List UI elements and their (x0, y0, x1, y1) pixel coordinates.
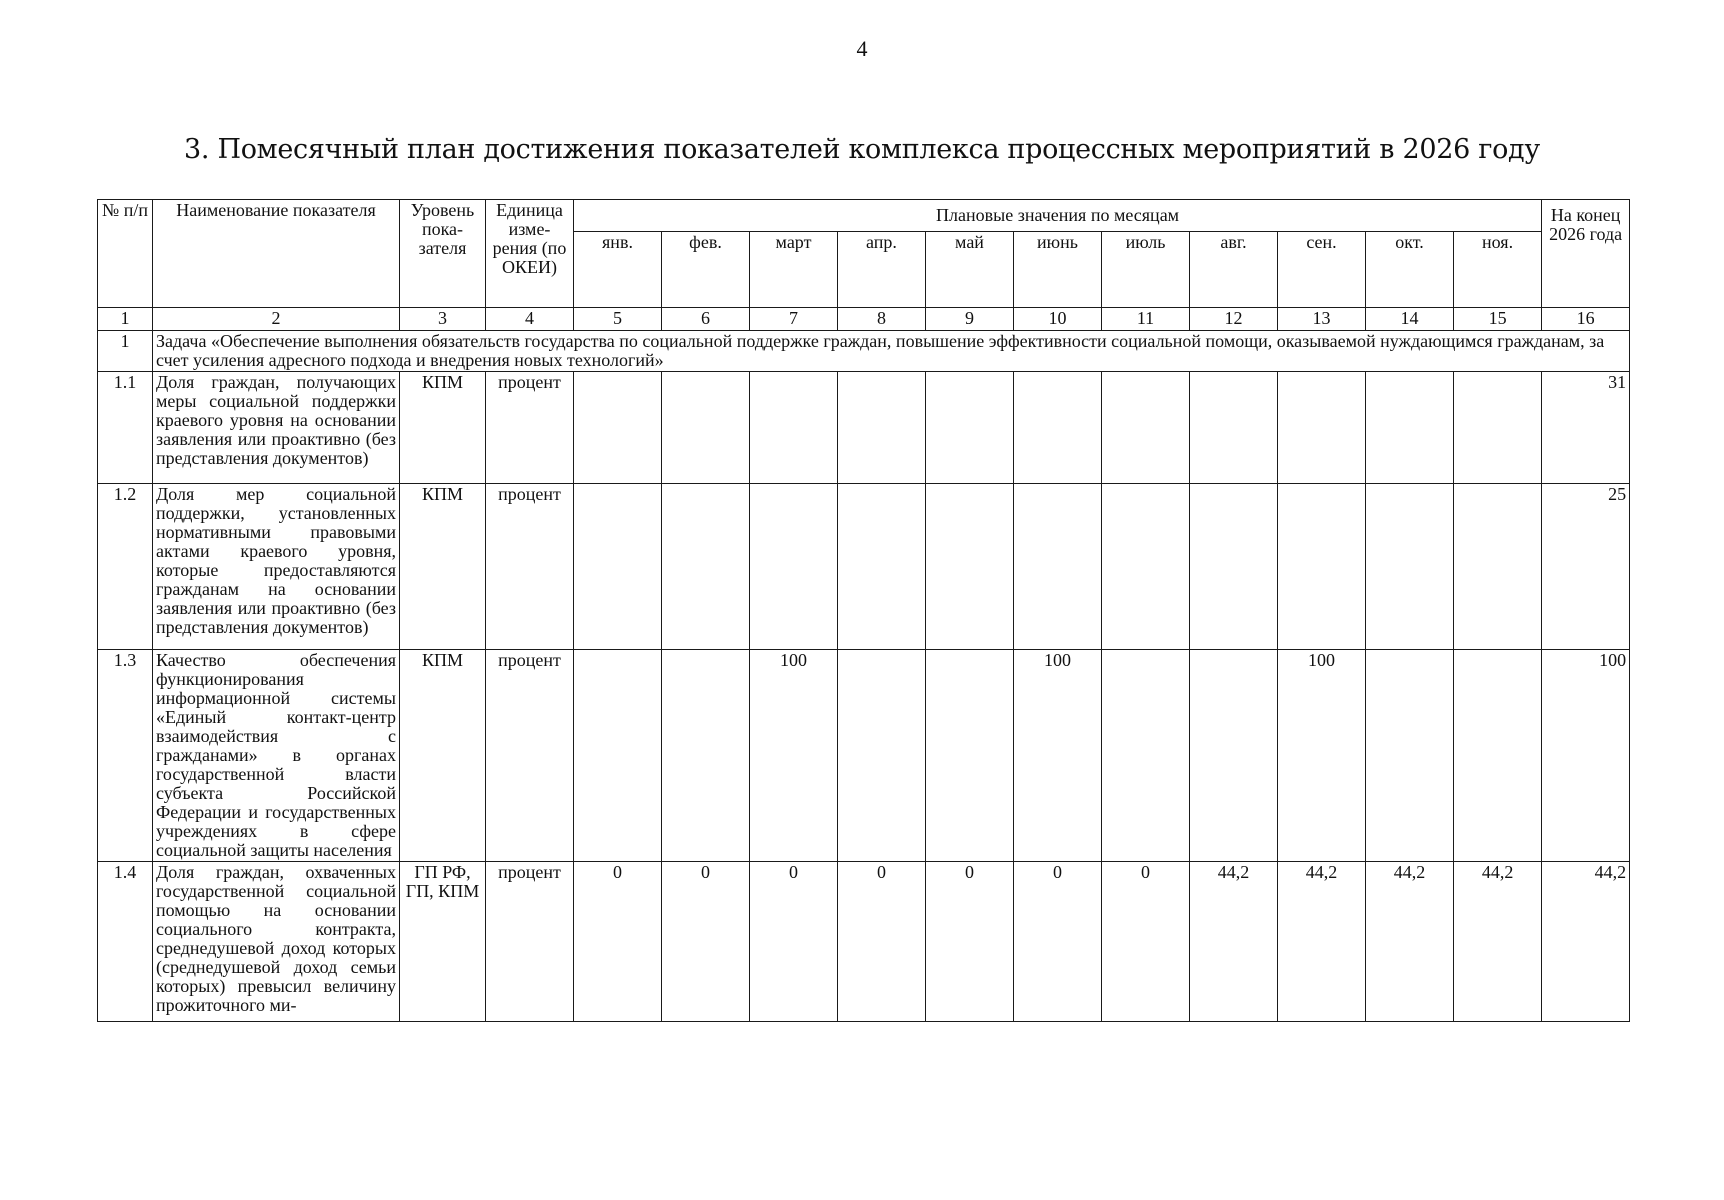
column-number: 4 (486, 308, 574, 331)
row-num: 1.3 (98, 650, 153, 862)
indicator-unit: процент (486, 650, 574, 862)
month-value (838, 484, 926, 650)
column-number: 14 (1366, 308, 1454, 331)
month-header: май (926, 232, 1014, 308)
month-value (1366, 484, 1454, 650)
month-header: июль (1102, 232, 1190, 308)
end-of-year-value: 100 (1542, 650, 1630, 862)
month-value: 0 (750, 862, 838, 1022)
column-number: 8 (838, 308, 926, 331)
column-number-row (98, 308, 1630, 331)
month-value (1102, 650, 1190, 862)
month-value (1454, 650, 1542, 862)
header-num: № п/п (98, 200, 153, 308)
column-number: 13 (1278, 308, 1366, 331)
month-value (574, 650, 662, 862)
month-value: 44,2 (1190, 862, 1278, 1022)
header-unit: Единица изме-рения (по ОКЕИ) (486, 200, 574, 308)
month-value (1454, 372, 1542, 484)
month-value (1366, 650, 1454, 862)
row-num: 1.1 (98, 372, 153, 484)
column-number: 5 (574, 308, 662, 331)
table-row (98, 372, 1630, 484)
end-of-year-value: 25 (1542, 484, 1630, 650)
month-value (838, 372, 926, 484)
document-title: 3. Помесячный план достижения показателей комплекса процессных мероприятий в 2026 году (184, 134, 1540, 165)
month-value (926, 650, 1014, 862)
month-value (574, 372, 662, 484)
table-row (98, 650, 1630, 862)
month-value: 0 (574, 862, 662, 1022)
column-number: 2 (153, 308, 400, 331)
indicator-unit: процент (486, 862, 574, 1022)
month-value (1454, 484, 1542, 650)
column-number: 15 (1454, 308, 1542, 331)
end-of-year-value: 44,2 (1542, 862, 1630, 1022)
month-value (1190, 650, 1278, 862)
month-value: 0 (662, 862, 750, 1022)
month-value (1190, 484, 1278, 650)
column-number: 9 (926, 308, 1014, 331)
month-header: март (750, 232, 838, 308)
month-value: 100 (750, 650, 838, 862)
month-header: сен. (1278, 232, 1366, 308)
month-header: авг. (1190, 232, 1278, 308)
month-value: 100 (1014, 650, 1102, 862)
month-value (1102, 372, 1190, 484)
column-number: 10 (1014, 308, 1102, 331)
month-value (1014, 484, 1102, 650)
task-num: 1 (98, 331, 153, 372)
month-value (1190, 372, 1278, 484)
month-header: июнь (1014, 232, 1102, 308)
month-value: 44,2 (1454, 862, 1542, 1022)
month-value (1014, 372, 1102, 484)
month-value (662, 372, 750, 484)
month-value: 100 (1278, 650, 1366, 862)
month-value (1102, 484, 1190, 650)
indicator-name: Доля граждан, охваченных государственной социальной помощью на основании социального контракта, среднедушевой доход которых (среднедушевой доход семьи которых) превысил величину прожиточного ми- (153, 862, 400, 1022)
month-value: 0 (838, 862, 926, 1022)
column-number: 11 (1102, 308, 1190, 331)
page-number: 4 (856, 36, 868, 61)
indicator-level: ГП РФ, ГП, КПМ (400, 862, 486, 1022)
task-text: Задача «Обеспечение выполнения обязательств государства по социальной поддержке граждан, повышение эффективности социальной помощи, оказываемой нуждающимся гражданам, за счет усиления адресного подхода и внедрения новых технологий» (153, 331, 1630, 372)
month-value: 44,2 (1278, 862, 1366, 1022)
month-value (750, 484, 838, 650)
month-value (574, 484, 662, 650)
month-value: 0 (1014, 862, 1102, 1022)
column-number: 16 (1542, 308, 1630, 331)
month-value (926, 484, 1014, 650)
indicator-level: КПМ (400, 650, 486, 862)
month-value: 0 (1102, 862, 1190, 1022)
column-number: 12 (1190, 308, 1278, 331)
indicator-name: Доля мер социальной поддержки, установленных нормативными правовыми актами краевого уровня, которые предоставляются гражданам на основании заявления или проактивно (без представления документов) (153, 484, 400, 650)
indicator-unit: процент (486, 372, 574, 484)
header-name: Наименование показателя (153, 200, 400, 308)
monthly-plan-table (97, 199, 1630, 1022)
month-value (750, 372, 838, 484)
header-level: Уровень пока-зателя (400, 200, 486, 308)
header-end-of-year: На конец 2026 года (1542, 200, 1630, 308)
month-value (1366, 372, 1454, 484)
month-value (838, 650, 926, 862)
column-number: 3 (400, 308, 486, 331)
indicator-name: Доля граждан, получающих меры социальной поддержки краевого уровня на основании заявления или проактивно (без представления документов) (153, 372, 400, 484)
task-row (98, 331, 1630, 372)
indicator-unit: процент (486, 484, 574, 650)
month-value (1278, 372, 1366, 484)
month-value (662, 484, 750, 650)
indicator-level: КПМ (400, 372, 486, 484)
header-row-1 (98, 200, 1630, 232)
month-header: ноя. (1454, 232, 1542, 308)
row-num: 1.2 (98, 484, 153, 650)
column-number: 7 (750, 308, 838, 331)
row-num: 1.4 (98, 862, 153, 1022)
indicator-rows (98, 372, 1630, 1022)
indicator-name: Качество обеспечения функционирования информационной системы «Единый контакт-центр взаимодействия с гражданами» в органах государственной власти субъекта Российской Федерации и государственных учреждениях в сфере социальной защиты населения (153, 650, 400, 862)
indicator-level: КПМ (400, 484, 486, 650)
month-value: 0 (926, 862, 1014, 1022)
month-value (1278, 484, 1366, 650)
month-header: янв. (574, 232, 662, 308)
end-of-year-value: 31 (1542, 372, 1630, 484)
month-header: фев. (662, 232, 750, 308)
month-header: окт. (1366, 232, 1454, 308)
month-value: 44,2 (1366, 862, 1454, 1022)
month-header: апр. (838, 232, 926, 308)
column-number: 6 (662, 308, 750, 331)
header-plan-group: Плановые значения по месяцам (574, 200, 1542, 232)
month-value (926, 372, 1014, 484)
table-row (98, 484, 1630, 650)
table-row (98, 862, 1630, 1022)
column-number: 1 (98, 308, 153, 331)
month-value (662, 650, 750, 862)
